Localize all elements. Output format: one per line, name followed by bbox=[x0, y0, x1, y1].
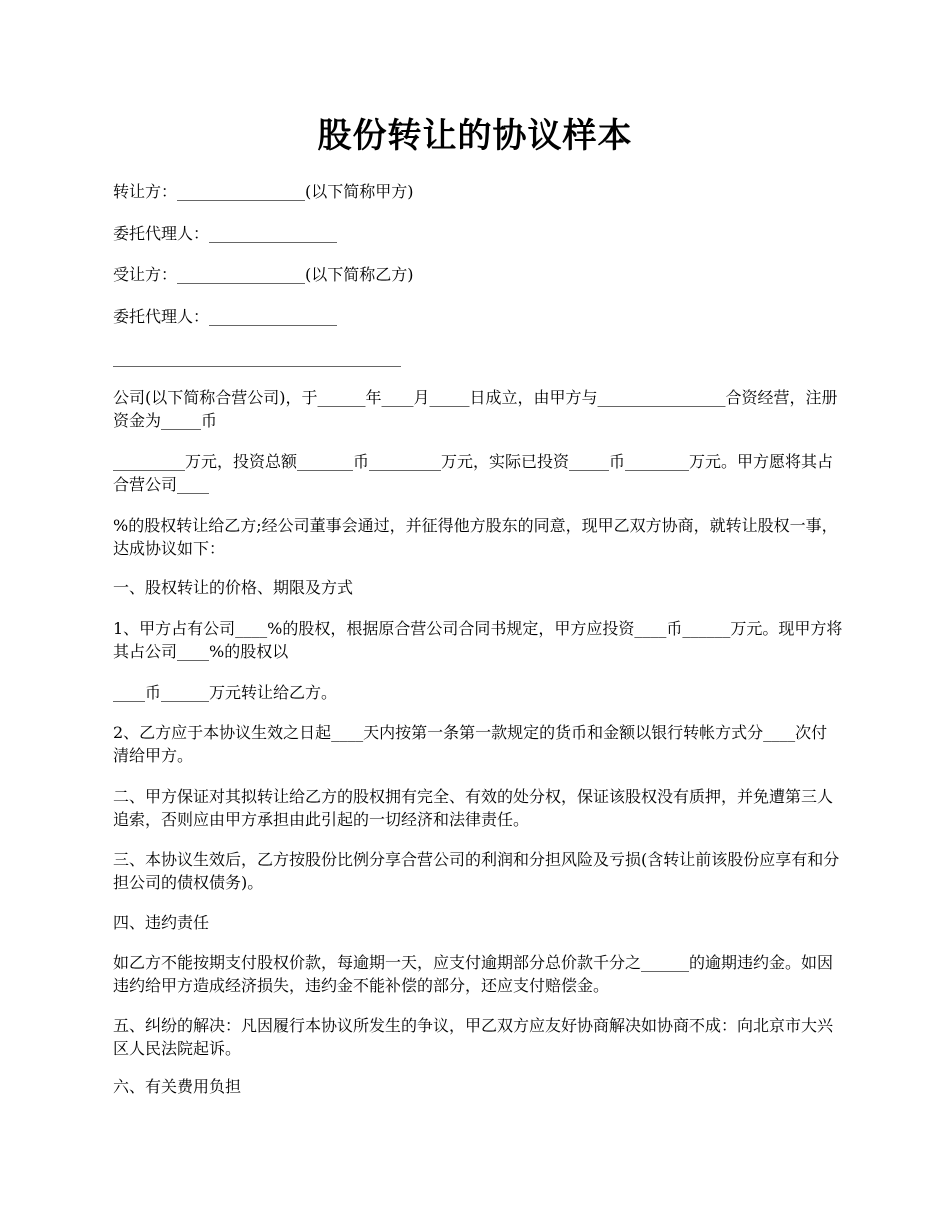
transferor-line: 转让方：________________(以下简称甲方) bbox=[113, 182, 414, 201]
section-3-paragraph: 三、本协议生效后，乙方按股份比例分享合营公司的利润和分担风险及亏损(含转让前该股份应享有和分担公司的债权债务)。 bbox=[113, 850, 840, 892]
investment-paragraph: _________万元，投资总额_______币_________万元，实际已投资_____币________万元。甲方愿将其占合营公司____ bbox=[113, 452, 834, 494]
company-intro-paragraph: 公司(以下简称合营公司)，于______年____月_____日成立，由甲方与________________合资经营，注册资金为_____币 bbox=[113, 388, 838, 430]
section-6-heading: 六、有关费用负担 bbox=[113, 1077, 242, 1096]
transferee-line: 受让方：________________(以下简称乙方) bbox=[113, 265, 414, 284]
section-4-heading: 四、违约责任 bbox=[113, 913, 210, 932]
clause-2-paragraph: 2、乙方应于本协议生效之日起____天内按第一条第一款规定的货币和金额以银行转帐方式分____次付清给甲方。 bbox=[113, 723, 828, 765]
blank-line: ____________________________________ bbox=[113, 348, 401, 367]
section-2-paragraph: 二、甲方保证对其拟转让给乙方的股权拥有完全、有效的处分权，保证该股权没有质押，并免遭第三人追索，否则应由甲方承担由此引起的一切经济和法律责任。 bbox=[113, 787, 834, 829]
transferor-agent-line: 委托代理人：________________ bbox=[113, 224, 338, 243]
section-5-paragraph: 五、纠纷的解决：凡因履行本协议所发生的争议，甲乙双方应友好协商解决如协商不成：向北京市大兴区人民法院起诉。 bbox=[113, 1016, 834, 1058]
document-title: 股份转让的协议样本 bbox=[317, 116, 633, 156]
clause-1-paragraph: 1、甲方占有公司____%的股权，根据原合营公司合同书规定，甲方应投资____币______万元。现甲方将其占公司____%的股权以 bbox=[113, 619, 843, 661]
section-1-heading: 一、股权转让的价格、期限及方式 bbox=[113, 578, 354, 597]
agreement-intro-paragraph: %的股权转让给乙方;经公司董事会通过，并征得他方股东的同意，现甲乙双方协商，就转让股权一事，达成协议如下： bbox=[113, 516, 838, 558]
clause-1-continued: ____币______万元转让给乙方。 bbox=[113, 683, 338, 702]
transferee-agent-line: 委托代理人：________________ bbox=[113, 307, 338, 326]
breach-liability-paragraph: 如乙方不能按期支付股权价款，每逾期一天，应支付逾期部分总价款千分之______的逾期违约金。如因违约给甲方造成经济损失，违约金不能补偿的部分，还应支付赔偿金。 bbox=[113, 953, 834, 995]
